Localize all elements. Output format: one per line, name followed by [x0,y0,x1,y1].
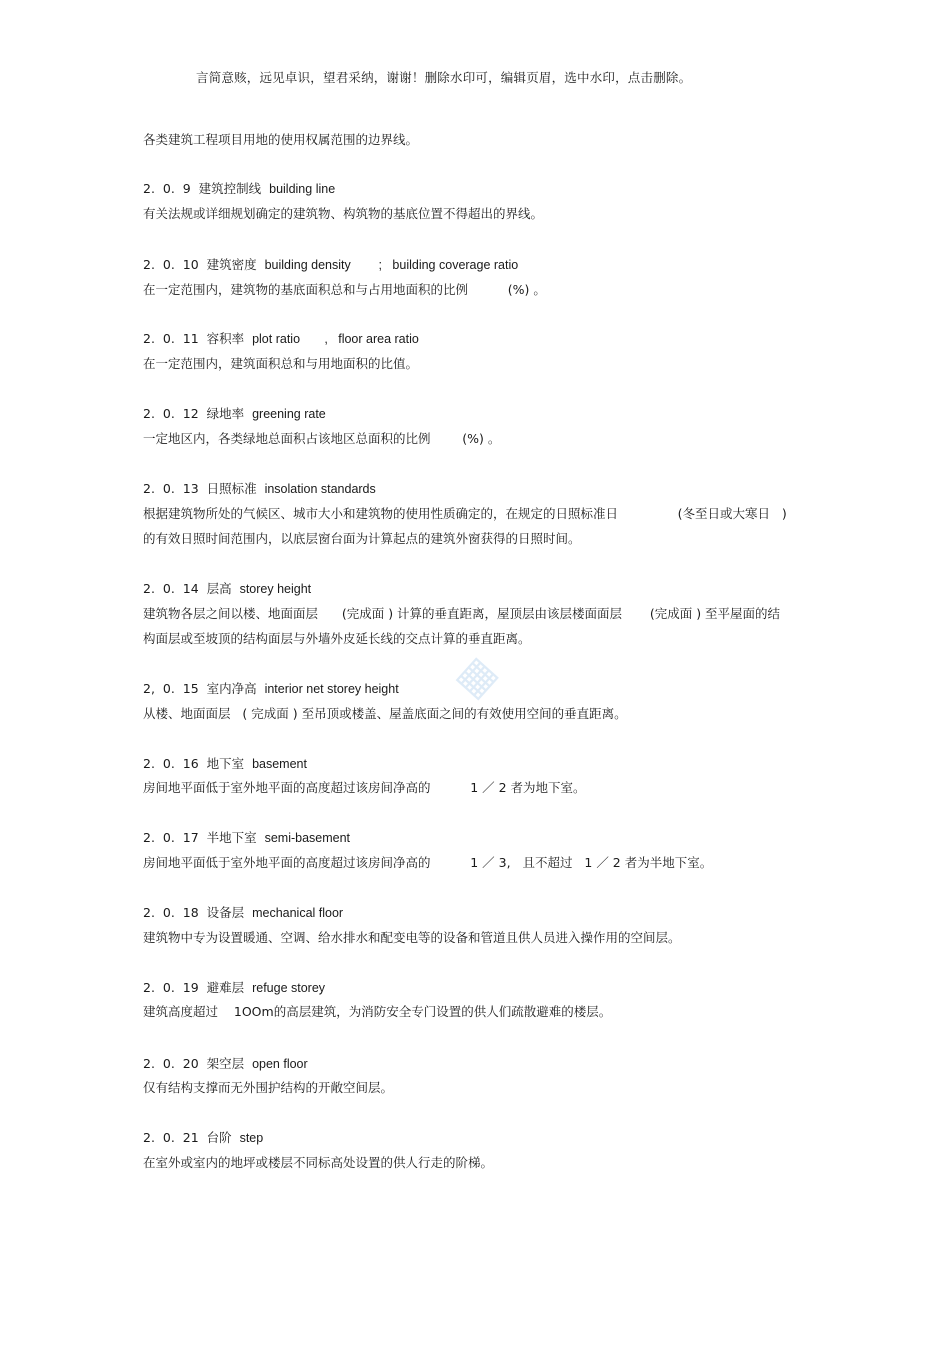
term-english: plot ratio , floor area ratio [252,332,419,346]
term-definition: 有关法规或详细规划确定的建筑物、构筑物的基底位置不得超出的界线。 [143,206,544,221]
term-english: open floor [252,1057,308,1071]
term-number: 2. 0. 17 [143,830,199,845]
term-number: 2, 0. 15 [143,681,199,696]
term-number: 2. 0. 21 [143,1130,199,1145]
term-heading [143,181,335,197]
term-number: 2. 0. 10 [143,257,199,272]
term-heading [143,830,350,846]
watermark-logo: ▦ [449,647,509,707]
term-number: 2. 0. 16 [143,756,199,771]
term-english: building density ; building coverage ratio [264,258,519,272]
term-chinese: 地下室 [206,756,245,771]
term-english: semi-basement [264,831,351,845]
term-chinese: 架空层 [206,1056,245,1071]
term-english: greening rate [252,407,326,421]
term-english: mechanical floor [252,906,344,920]
term-chinese: 容积率 [206,331,245,346]
term-chinese: 室内净高 [206,681,257,696]
term-number: 2. 0. 12 [143,406,199,421]
term-definition: 仅有结构支撑而无外围护结构的开敞空间层。 [143,1080,394,1095]
term-chinese: 建筑控制线 [198,181,262,196]
term-definition: 建筑物中专为设置暖通、空调、给水排水和配变电等的设备和管道且供人员进入操作用的空间层。 [143,930,681,945]
term-heading [143,1130,263,1146]
term-heading [143,581,311,597]
term-definition: 在室外或室内的地坪或楼层不同标高处设置的供人行走的阶梯。 [143,1155,494,1170]
term-english: interior net storey height [264,682,399,696]
term-definition: 构面层或至坡顶的结构面层与外墙外皮延长线的交点计算的垂直距离。 [143,631,531,646]
term-chinese: 日照标准 [206,481,257,496]
term-chinese: 建筑密度 [206,257,257,272]
term-chinese: 半地下室 [206,830,257,845]
term-definition: 在一定范围内，建筑面积总和与用地面积的比值。 [143,356,419,371]
term-heading [143,257,518,273]
term-chinese: 台阶 [206,1130,232,1145]
term-english: step [239,1131,264,1145]
term-chinese: 避难层 [206,980,245,995]
term-chinese: 绿地率 [206,406,245,421]
term-definition: 根据建筑物所处的气候区、城市大小和建筑物的使用性质确定的，在规定的日照标准日 (冬至日或大寒日 ) [143,506,787,521]
term-definition: 从楼、地面面层 ( 完成面 ) 至吊顶或楼盖、屋盖底面之间的有效使用空间的垂直距离。 [143,706,627,721]
term-number: 2. 0. 19 [143,980,199,995]
term-number: 2. 0. 20 [143,1056,199,1071]
term-number: 2. 0. 18 [143,905,199,920]
term-english: storey height [239,582,312,596]
term-definition: 建筑物各层之间以楼、地面面层 (完成面 ) 计算的垂直距离，屋顶层由该层楼面面层 (完成面 ) 至平屋面的结 [143,606,781,621]
term-english: refuge storey [252,981,326,995]
term-definition: 一定地区内，各类绿地总面积占该地区总面积的比例 (%) 。 [143,431,501,446]
term-heading [143,756,307,772]
header-note: 言简意赅，远见卓识，望君采纳，谢谢！删除水印可，编辑页眉，选中水印，点击删除。 [196,70,692,85]
term-heading [143,681,399,697]
term-definition: 房间地平面低于室外地平面的高度超过该房间净高的 1 ／ 3, 且不超过 1 ／ 2 者为半地下室。 [143,855,713,870]
term-heading [143,980,325,996]
term-english: basement [252,757,307,771]
term-number: 2. 0. 14 [143,581,199,596]
term-definition: 建筑高度超过 1OOm的高层建筑，为消防安全专门设置的供人们疏散避难的楼层。 [143,1004,612,1019]
term-english: building line [269,182,336,196]
term-number: 2. 0. 11 [143,331,199,346]
term-definition: 房间地平面低于室外地平面的高度超过该房间净高的 1 ／ 2 者为地下室。 [143,780,586,795]
term-number: 2. 0. 13 [143,481,199,496]
term-heading [143,1056,308,1072]
term-heading [143,905,343,921]
term-heading [143,406,326,422]
term-english: insolation standards [264,482,376,496]
term-heading [143,481,376,497]
term-definition: 在一定范围内，建筑物的基底面积总和与占用地面积的比例 (%) 。 [143,282,546,297]
intro-line: 各类建筑工程项目用地的使用权属范围的边界线。 [143,132,419,147]
term-chinese: 层高 [206,581,232,596]
term-number: 2. 0. 9 [143,181,191,196]
term-heading [143,331,419,347]
term-definition: 的有效日照时间范围内，以底层窗台面为计算起点的建筑外窗获得的日照时间。 [143,531,581,546]
term-chinese: 设备层 [206,905,245,920]
